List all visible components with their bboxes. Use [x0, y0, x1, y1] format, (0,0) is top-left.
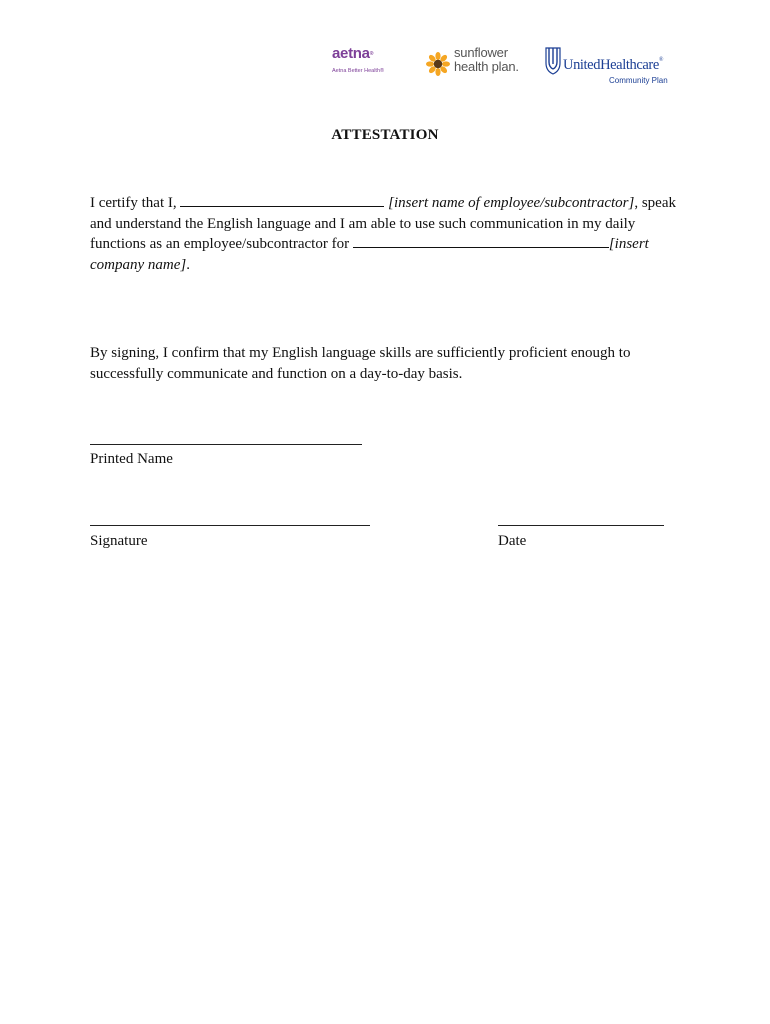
uhc-logo-subtitle: Community Plan: [609, 76, 668, 85]
cert-text-4: functions as an employee/subcontractor for: [90, 236, 353, 252]
printed-name-line[interactable]: [90, 444, 362, 445]
cert-text-2: , speak: [634, 195, 676, 211]
cert-text-5: .: [186, 256, 190, 273]
sunflower-health-plan-logo: [426, 46, 530, 80]
sunflower-logo-line2: health plan.: [454, 59, 519, 74]
aetna-logo: aetna® Aetna Better Health®: [332, 45, 385, 74]
uhc-shield-icon: [545, 45, 561, 75]
company-name-instruction-2: company name]: [90, 256, 187, 273]
signature-label: Signature: [90, 533, 148, 549]
date-label: Date: [498, 533, 527, 549]
aetna-logo-tagline: Aetna Better Health: [332, 68, 381, 74]
sunflower-logo-line1: sunflower: [454, 45, 508, 60]
employee-name-instruction: [insert name of employee/subcontractor]: [384, 195, 635, 211]
cert-text-1: I certify that I,: [90, 195, 181, 211]
company-name-blank[interactable]: [353, 234, 609, 248]
date-line[interactable]: [498, 525, 664, 526]
company-name-instruction-1: [insert: [608, 236, 649, 252]
page-title: ATTESTATION: [331, 127, 439, 143]
confirm-text-2: successfully communicate and function on a day-to-day basis.: [90, 365, 463, 382]
uhc-logo-name: UnitedHealthcare: [563, 57, 659, 73]
confirm-text-1: By signing, I confirm that my English language skills are sufficiently proficient enough to: [90, 345, 631, 361]
logo-bar: [0, 42, 770, 92]
signature-line[interactable]: [90, 525, 370, 526]
sunflower-icon: [426, 52, 450, 76]
aetna-logo-name: aetna: [332, 45, 370, 62]
unitedhealthcare-logo: UnitedHealthcare® Community Plan: [545, 45, 685, 89]
confirmation-paragraph: [90, 343, 690, 384]
employee-name-blank[interactable]: [180, 193, 384, 207]
printed-name-label: Printed Name: [90, 451, 173, 467]
certification-paragraph: [90, 193, 690, 275]
cert-text-3: and understand the English language and I am able to use such communication in my daily: [90, 215, 636, 232]
